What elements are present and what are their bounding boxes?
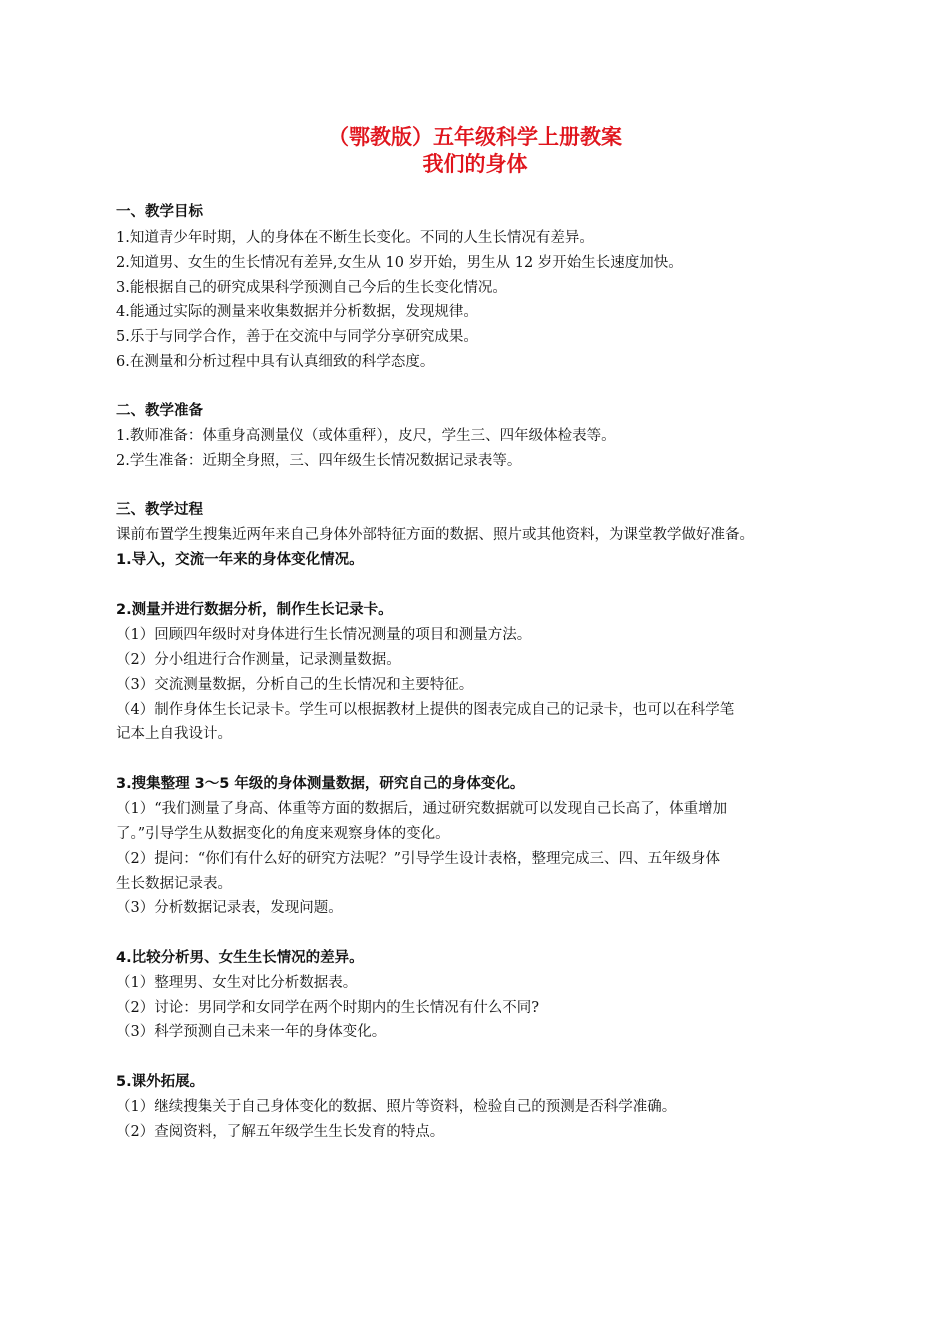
objective-item: 6.在测量和分析过程中具有认真细致的科学态度。 — [116, 354, 435, 370]
step-heading-2: 2.测量并进行数据分析，制作生长记录卡。 — [116, 602, 393, 618]
document-subtitle: 我们的身体 — [422, 152, 528, 176]
preparation-item: 2.学生准备：近期全身照，三、四年级生长情况数据记录表等。 — [116, 453, 522, 469]
process-intro: 课前布置学生搜集近两年来自己身体外部特征方面的数据、照片或其他资料，为课堂教学做好准备。 — [116, 527, 754, 543]
step4-line: （2）讨论：男同学和女同学在两个时期内的生长情况有什么不同? — [116, 1000, 539, 1016]
step4-line: （1）整理男、女生对比分析数据表。 — [116, 975, 358, 991]
step2-line: （1）回顾四年级时对身体进行生长情况测量的项目和测量方法。 — [116, 627, 532, 643]
section-heading-preparation: 二、教学准备 — [116, 403, 203, 419]
step5-line: （1）继续搜集关于自己身体变化的数据、照片等资料，检验自己的预测是否科学准确。 — [116, 1099, 677, 1115]
step2-line: （3）交流测量数据，分析自己的生长情况和主要特征。 — [116, 677, 474, 693]
objective-item: 2.知道男、女生的生长情况有差异,女生从 10 岁开始，男生从 12 岁开始生长速度加快。 — [116, 255, 683, 271]
section-heading-objectives: 一、教学目标 — [116, 204, 203, 220]
step4-line: （3）科学预测自己未来一年的身体变化。 — [116, 1024, 387, 1040]
step-heading-5: 5.课外拓展。 — [116, 1074, 205, 1090]
step3-line: （3）分析数据记录表，发现问题。 — [116, 900, 343, 916]
step2-line: （2）分小组进行合作测量，记录测量数据。 — [116, 652, 401, 668]
step3-line: 了。”引导学生从数据变化的角度来观察身体的变化。 — [116, 826, 450, 842]
objective-item: 5.乐于与同学合作，善于在交流中与同学分享研究成果。 — [116, 329, 478, 345]
objective-item: 3.能根据自己的研究成果科学预测自己今后的生长变化情况。 — [116, 280, 507, 296]
section-heading-process: 三、教学过程 — [116, 502, 203, 518]
step2-line: 记本上自我设计。 — [116, 726, 232, 742]
preparation-item: 1.教师准备：体重身高测量仪（或体重秤），皮尺，学生三、四年级体检表等。 — [116, 428, 616, 444]
step3-line: （2）提问：“你们有什么好的研究方法呢？”引导学生设计表格，整理完成三、四、五年级身体 — [116, 851, 721, 867]
step2-line: （4）制作身体生长记录卡。学生可以根据教材上提供的图表完成自己的记录卡，也可以在科学笔 — [116, 702, 735, 718]
step5-line: （2）查阅资料，了解五年级学生生长发育的特点。 — [116, 1124, 445, 1140]
objective-item: 1.知道青少年时期，人的身体在不断生长变化。不同的人生长情况有差异。 — [116, 230, 594, 246]
step-heading-4: 4.比较分析男、女生生长情况的差异。 — [116, 950, 364, 966]
step3-line: （1）“我们测量了身高、体重等方面的数据后，通过研究数据就可以发现自己长高了，体重增加 — [116, 801, 728, 817]
step3-line: 生长数据记录表。 — [116, 876, 232, 892]
step-heading-3: 3.搜集整理 3～5 年级的身体测量数据，研究自己的身体变化。 — [116, 776, 525, 792]
step-heading-1: 1.导入，交流一年来的身体变化情况。 — [116, 552, 364, 568]
document-title: （鄂教版）五年级科学上册教案 — [328, 125, 622, 149]
objective-item: 4.能通过实际的测量来收集数据并分析数据，发现规律。 — [116, 304, 478, 320]
